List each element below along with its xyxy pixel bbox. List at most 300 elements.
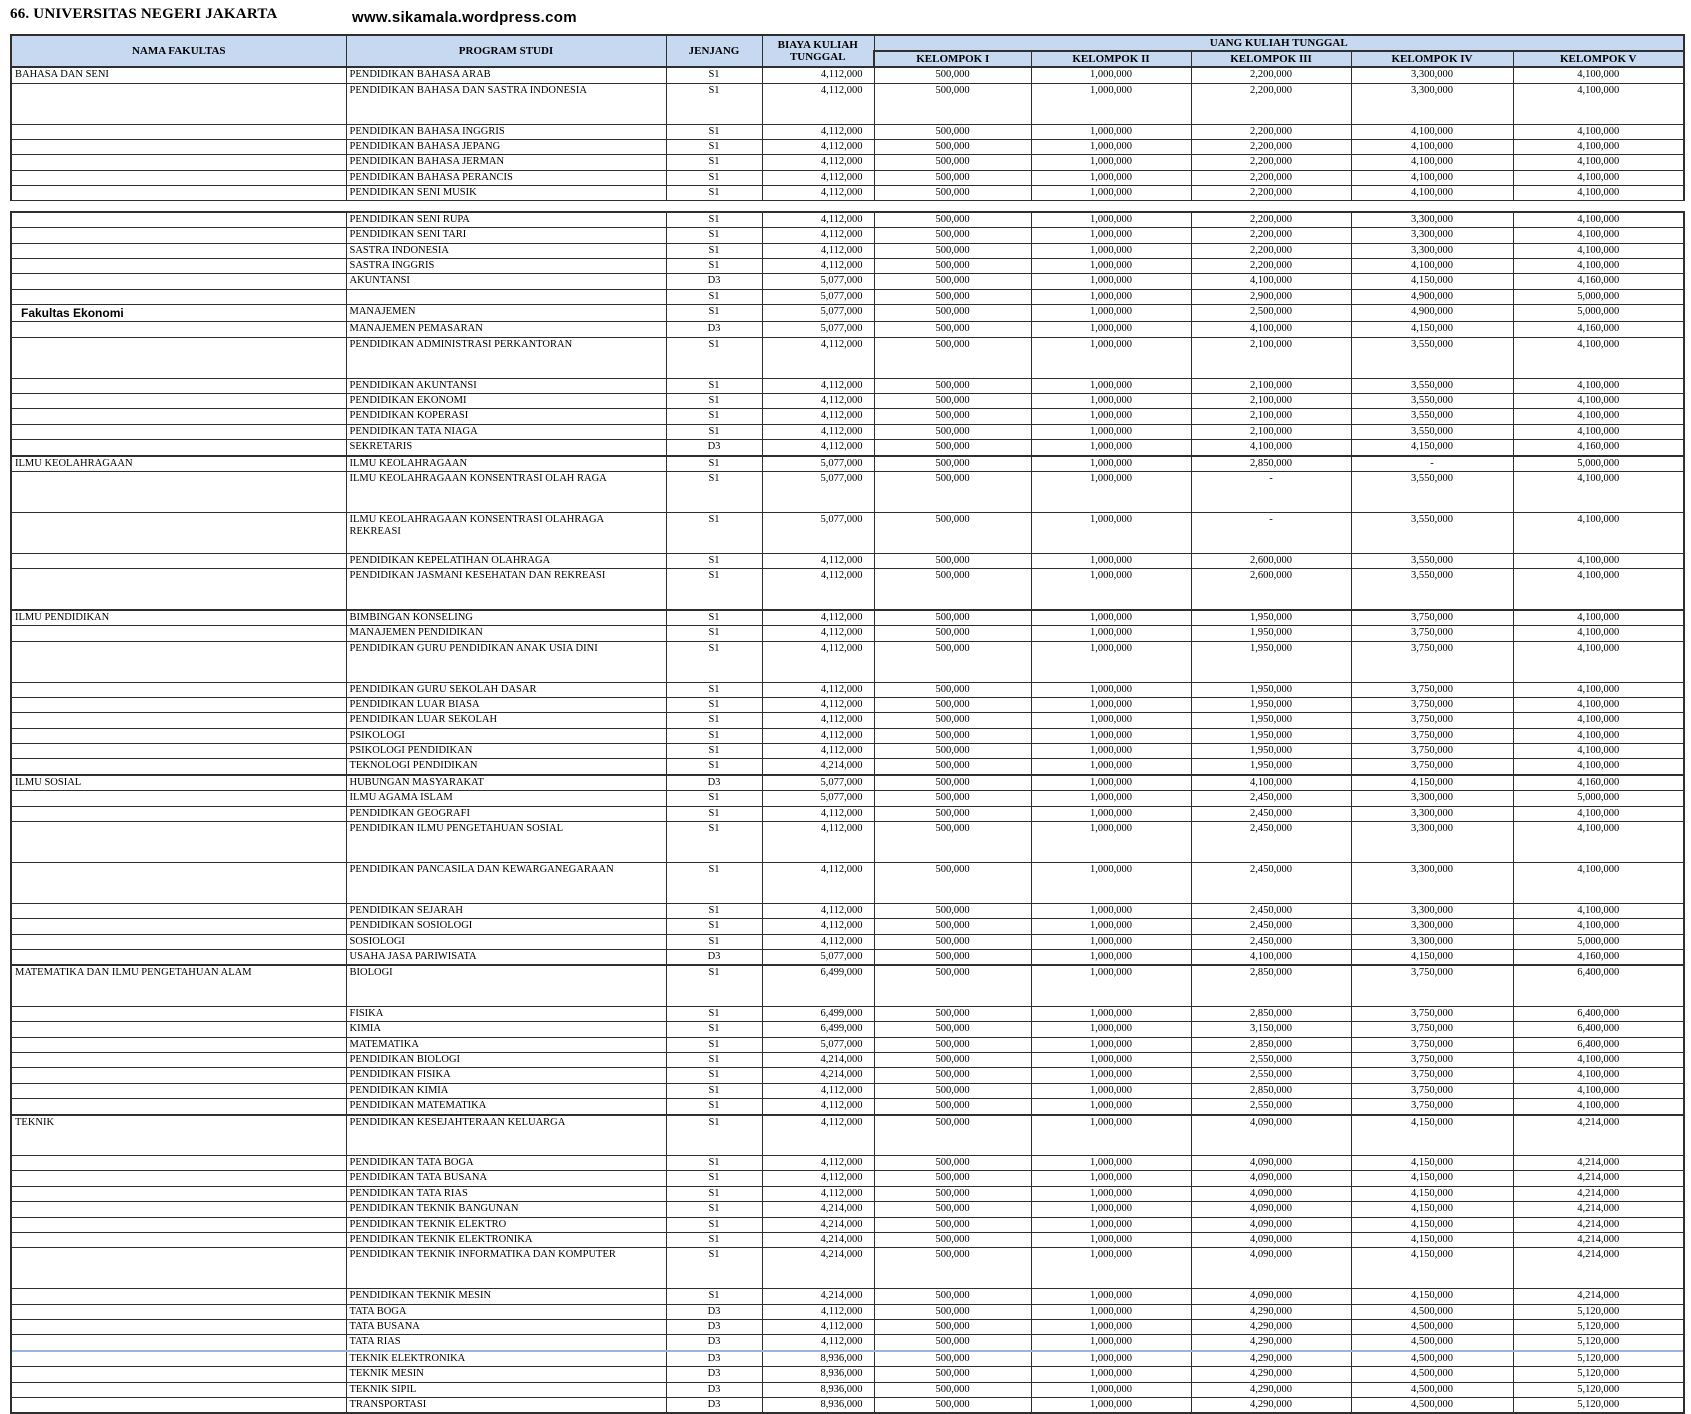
jenjang-cell: S1 <box>666 1068 762 1083</box>
jenjang-cell: S1 <box>666 1248 762 1289</box>
kelompok-2-cell: 1,000,000 <box>1031 1022 1191 1037</box>
program-cell: TRANSPORTASI <box>346 1397 666 1413</box>
kelompok-5-cell: 4,100,000 <box>1513 170 1684 185</box>
biaya-cell: 8,936,000 <box>762 1367 874 1382</box>
kelompok-1-cell: 500,000 <box>874 170 1031 185</box>
table-row <box>11 1217 1684 1232</box>
kelompok-4-cell: 3,300,000 <box>1351 919 1513 934</box>
tuition-fee-table <box>10 34 1685 1414</box>
kelompok-4-cell: 4,100,000 <box>1351 170 1513 185</box>
biaya-cell: 4,214,000 <box>762 1053 874 1068</box>
jenjang-cell: S1 <box>666 1171 762 1186</box>
kelompok-3-cell: 2,550,000 <box>1191 1099 1351 1115</box>
fakultas-cell <box>11 1022 346 1037</box>
jenjang-cell: S1 <box>666 1006 762 1021</box>
biaya-cell: 4,112,000 <box>762 337 874 378</box>
kelompok-4-cell: 3,550,000 <box>1351 337 1513 378</box>
kelompok-4-cell: 3,300,000 <box>1351 212 1513 228</box>
fakultas-cell <box>11 424 346 439</box>
kelompok-1-cell: 500,000 <box>874 1022 1031 1037</box>
kelompok-1-cell: 500,000 <box>874 759 1031 775</box>
program-cell: PENDIDIKAN ADMINISTRASI PERKANTORAN <box>346 337 666 378</box>
kelompok-5-cell: 4,100,000 <box>1513 728 1684 743</box>
kelompok-2-cell: 1,000,000 <box>1031 713 1191 728</box>
kelompok-1-cell: 500,000 <box>874 124 1031 139</box>
kelompok-2-cell: 1,000,000 <box>1031 259 1191 274</box>
kelompok-1-cell: 500,000 <box>874 641 1031 682</box>
program-cell: PENDIDIKAN FISIKA <box>346 1068 666 1083</box>
program-cell: PENDIDIKAN KOPERASI <box>346 409 666 424</box>
kelompok-5-cell: 4,100,000 <box>1513 259 1684 274</box>
kelompok-3-cell: 2,600,000 <box>1191 569 1351 610</box>
program-cell: PENDIDIKAN TEKNIK ELEKTRONIKA <box>346 1232 666 1247</box>
biaya-cell: 6,499,000 <box>762 965 874 1006</box>
kelompok-2-cell: 1,000,000 <box>1031 1068 1191 1083</box>
table-row <box>11 322 1684 337</box>
table-row <box>11 1248 1684 1289</box>
kelompok-2-cell: 1,000,000 <box>1031 775 1191 791</box>
table-row <box>11 512 1684 553</box>
program-cell: SASTRA INGGRIS <box>346 259 666 274</box>
jenjang-cell: S1 <box>666 1099 762 1115</box>
fakultas-cell <box>11 950 346 966</box>
fakultas-cell <box>11 228 346 243</box>
kelompok-4-cell: 3,550,000 <box>1351 553 1513 568</box>
biaya-cell: 4,112,000 <box>762 67 874 83</box>
kelompok-2-cell: 1,000,000 <box>1031 1037 1191 1052</box>
program-cell: PENDIDIKAN LUAR SEKOLAH <box>346 713 666 728</box>
kelompok-5-cell: 4,214,000 <box>1513 1217 1684 1232</box>
kelompok-2-cell: 1,000,000 <box>1031 965 1191 1006</box>
kelompok-2-cell: 1,000,000 <box>1031 950 1191 966</box>
kelompok-3-cell: 2,450,000 <box>1191 791 1351 806</box>
table-row <box>11 424 1684 439</box>
fakultas-cell <box>11 1186 346 1201</box>
jenjang-cell: S1 <box>666 697 762 712</box>
kelompok-5-cell: 4,100,000 <box>1513 697 1684 712</box>
table-row <box>11 1320 1684 1335</box>
kelompok-2-cell: 1,000,000 <box>1031 821 1191 862</box>
biaya-cell: 5,077,000 <box>762 775 874 791</box>
program-cell: PENDIDIKAN BAHASA JEPANG <box>346 139 666 154</box>
kelompok-1-cell: 500,000 <box>874 1367 1031 1382</box>
fakultas-cell <box>11 713 346 728</box>
kelompok-5-cell: 4,100,000 <box>1513 1068 1684 1083</box>
jenjang-cell: S1 <box>666 1289 762 1304</box>
biaya-cell: 4,214,000 <box>762 1217 874 1232</box>
fakultas-cell <box>11 553 346 568</box>
kelompok-4-cell: 3,550,000 <box>1351 424 1513 439</box>
kelompok-1-cell: 500,000 <box>874 424 1031 439</box>
kelompok-3-cell: 2,450,000 <box>1191 862 1351 903</box>
table-row <box>11 170 1684 185</box>
kelompok-5-cell: 5,120,000 <box>1513 1382 1684 1397</box>
kelompok-2-cell: 1,000,000 <box>1031 1248 1191 1289</box>
jenjang-cell: S1 <box>666 1232 762 1247</box>
fakultas-cell: ILMU PENDIDIKAN <box>11 610 346 626</box>
program-cell: PENDIDIKAN KEPELATIHAN OLAHRAGA <box>346 553 666 568</box>
kelompok-3-cell: 1,950,000 <box>1191 759 1351 775</box>
kelompok-1-cell: 500,000 <box>874 305 1031 322</box>
kelompok-2-cell: 1,000,000 <box>1031 337 1191 378</box>
kelompok-1-cell: 500,000 <box>874 1335 1031 1351</box>
kelompok-1-cell: 500,000 <box>874 228 1031 243</box>
fakultas-cell <box>11 259 346 274</box>
kelompok-1-cell: 500,000 <box>874 289 1031 304</box>
jenjang-cell: S1 <box>666 641 762 682</box>
program-cell: PENDIDIKAN SEJARAH <box>346 903 666 918</box>
fakultas-cell <box>11 155 346 170</box>
table-row <box>11 569 1684 610</box>
program-cell: MANAJEMEN <box>346 305 666 322</box>
table-row <box>11 212 1684 228</box>
biaya-cell: 4,112,000 <box>762 1335 874 1351</box>
table-row <box>11 471 1684 512</box>
fakultas-cell <box>11 919 346 934</box>
kelompok-3-cell: 2,550,000 <box>1191 1053 1351 1068</box>
kelompok-4-cell: 3,750,000 <box>1351 1068 1513 1083</box>
fakultas-cell <box>11 170 346 185</box>
fakultas-cell <box>11 1202 346 1217</box>
kelompok-4-cell: 4,900,000 <box>1351 289 1513 304</box>
program-cell: BIOLOGI <box>346 965 666 1006</box>
fakultas-cell <box>11 394 346 409</box>
table-row <box>11 950 1684 966</box>
table-row <box>11 791 1684 806</box>
table-row <box>11 1382 1684 1397</box>
biaya-cell: 4,112,000 <box>762 1115 874 1156</box>
kelompok-2-cell: 1,000,000 <box>1031 440 1191 456</box>
program-cell: PENDIDIKAN TATA RIAS <box>346 1186 666 1201</box>
jenjang-cell: S1 <box>666 553 762 568</box>
jenjang-cell: S1 <box>666 1156 762 1171</box>
kelompok-4-cell: 4,150,000 <box>1351 322 1513 337</box>
kelompok-3-cell: 2,100,000 <box>1191 424 1351 439</box>
program-cell: ILMU AGAMA ISLAM <box>346 791 666 806</box>
program-cell: PENDIDIKAN BAHASA JERMAN <box>346 155 666 170</box>
kelompok-3-cell: 4,090,000 <box>1191 1289 1351 1304</box>
kelompok-2-cell: 1,000,000 <box>1031 1099 1191 1115</box>
kelompok-1-cell: 500,000 <box>874 1068 1031 1083</box>
kelompok-3-cell: 1,950,000 <box>1191 728 1351 743</box>
jenjang-cell: S1 <box>666 394 762 409</box>
kelompok-2-cell: 1,000,000 <box>1031 456 1191 472</box>
table-row <box>11 759 1684 775</box>
jenjang-cell: S1 <box>666 934 762 949</box>
fakultas-cell: ILMU KEOLAHRAGAAN <box>11 456 346 472</box>
header-nama-fakultas: NAMA FAKULTAS <box>11 35 346 67</box>
jenjang-cell: S1 <box>666 155 762 170</box>
biaya-cell: 5,077,000 <box>762 289 874 304</box>
kelompok-5-cell: 4,100,000 <box>1513 212 1684 228</box>
kelompok-4-cell: 3,750,000 <box>1351 1083 1513 1098</box>
program-cell: PENDIDIKAN SOSIOLOGI <box>346 919 666 934</box>
kelompok-5-cell: 4,100,000 <box>1513 744 1684 759</box>
kelompok-1-cell: 500,000 <box>874 1304 1031 1319</box>
biaya-cell: 4,112,000 <box>762 919 874 934</box>
kelompok-4-cell: 3,300,000 <box>1351 791 1513 806</box>
table-row <box>11 1068 1684 1083</box>
kelompok-5-cell: 4,100,000 <box>1513 512 1684 553</box>
fakultas-cell <box>11 1099 346 1115</box>
kelompok-3-cell: 4,100,000 <box>1191 322 1351 337</box>
kelompok-4-cell: 3,750,000 <box>1351 641 1513 682</box>
program-cell: MANAJEMEN PEMASARAN <box>346 322 666 337</box>
kelompok-2-cell: 1,000,000 <box>1031 289 1191 304</box>
kelompok-5-cell: 4,100,000 <box>1513 155 1684 170</box>
program-cell: PENDIDIKAN TEKNIK MESIN <box>346 1289 666 1304</box>
kelompok-3-cell: 2,450,000 <box>1191 919 1351 934</box>
fakultas-cell: MATEMATIKA DAN ILMU PENGETAHUAN ALAM <box>11 965 346 1006</box>
kelompok-3-cell: 4,090,000 <box>1191 1171 1351 1186</box>
kelompok-1-cell: 500,000 <box>874 1382 1031 1397</box>
program-cell: ILMU KEOLAHRAGAAN <box>346 456 666 472</box>
table-row <box>11 641 1684 682</box>
table-row <box>11 186 1684 201</box>
kelompok-1-cell: 500,000 <box>874 1289 1031 1304</box>
kelompok-5-cell: 4,100,000 <box>1513 243 1684 258</box>
kelompok-2-cell: 1,000,000 <box>1031 1083 1191 1098</box>
table-row <box>11 274 1684 289</box>
program-cell: BIMBINGAN KONSELING <box>346 610 666 626</box>
kelompok-5-cell: 4,100,000 <box>1513 409 1684 424</box>
table-row <box>11 806 1684 821</box>
fakultas-cell <box>11 903 346 918</box>
table-row <box>11 1006 1684 1021</box>
kelompok-2-cell: 1,000,000 <box>1031 243 1191 258</box>
kelompok-2-cell: 1,000,000 <box>1031 697 1191 712</box>
jenjang-cell: S1 <box>666 512 762 553</box>
jenjang-cell: S1 <box>666 806 762 821</box>
kelompok-5-cell: 4,100,000 <box>1513 821 1684 862</box>
biaya-cell: 4,112,000 <box>762 697 874 712</box>
kelompok-3-cell: 4,090,000 <box>1191 1217 1351 1232</box>
biaya-cell: 4,112,000 <box>762 641 874 682</box>
jenjang-cell: S1 <box>666 170 762 185</box>
kelompok-4-cell: - <box>1351 456 1513 472</box>
kelompok-1-cell: 500,000 <box>874 259 1031 274</box>
kelompok-2-cell: 1,000,000 <box>1031 1367 1191 1382</box>
biaya-cell: 5,077,000 <box>762 456 874 472</box>
kelompok-4-cell: 3,300,000 <box>1351 862 1513 903</box>
kelompok-2-cell: 1,000,000 <box>1031 1232 1191 1247</box>
table-row <box>11 440 1684 456</box>
program-cell: PSIKOLOGI <box>346 728 666 743</box>
biaya-cell: 4,112,000 <box>762 1156 874 1171</box>
kelompok-2-cell: 1,000,000 <box>1031 1397 1191 1413</box>
program-cell: PENDIDIKAN TATA NIAGA <box>346 424 666 439</box>
kelompok-5-cell: 4,100,000 <box>1513 67 1684 83</box>
kelompok-1-cell: 500,000 <box>874 1099 1031 1115</box>
kelompok-4-cell: 3,750,000 <box>1351 1099 1513 1115</box>
program-cell: PENDIDIKAN SENI RUPA <box>346 212 666 228</box>
kelompok-5-cell: 5,120,000 <box>1513 1397 1684 1413</box>
kelompok-5-cell: 4,100,000 <box>1513 1053 1684 1068</box>
fakultas-cell <box>11 1083 346 1098</box>
kelompok-3-cell: 2,100,000 <box>1191 409 1351 424</box>
jenjang-cell: D3 <box>666 1397 762 1413</box>
kelompok-2-cell: 1,000,000 <box>1031 228 1191 243</box>
jenjang-cell: S1 <box>666 259 762 274</box>
kelompok-4-cell: 3,750,000 <box>1351 697 1513 712</box>
kelompok-3-cell: 2,200,000 <box>1191 83 1351 124</box>
kelompok-4-cell: 3,750,000 <box>1351 682 1513 697</box>
fakultas-cell <box>11 806 346 821</box>
kelompok-5-cell: 4,214,000 <box>1513 1289 1684 1304</box>
kelompok-4-cell: 3,750,000 <box>1351 744 1513 759</box>
kelompok-5-cell: 5,000,000 <box>1513 456 1684 472</box>
kelompok-3-cell: 2,200,000 <box>1191 212 1351 228</box>
biaya-cell: 4,112,000 <box>762 155 874 170</box>
table-row <box>11 1367 1684 1382</box>
kelompok-4-cell: 3,750,000 <box>1351 610 1513 626</box>
kelompok-1-cell: 500,000 <box>874 1037 1031 1052</box>
kelompok-1-cell: 500,000 <box>874 83 1031 124</box>
kelompok-2-cell: 1,000,000 <box>1031 378 1191 393</box>
table-row <box>11 1037 1684 1052</box>
kelompok-3-cell: 1,950,000 <box>1191 744 1351 759</box>
kelompok-3-cell: - <box>1191 512 1351 553</box>
fakultas-cell <box>11 1304 346 1319</box>
kelompok-4-cell: 4,500,000 <box>1351 1304 1513 1319</box>
kelompok-5-cell: 4,100,000 <box>1513 610 1684 626</box>
biaya-cell: 5,077,000 <box>762 1037 874 1052</box>
biaya-cell: 4,214,000 <box>762 1068 874 1083</box>
biaya-cell: 4,112,000 <box>762 409 874 424</box>
biaya-cell: 5,077,000 <box>762 305 874 322</box>
jenjang-cell: D3 <box>666 950 762 966</box>
kelompok-4-cell: 4,900,000 <box>1351 305 1513 322</box>
fakultas-cell <box>11 1367 346 1382</box>
jenjang-cell: S1 <box>666 67 762 83</box>
kelompok-1-cell: 500,000 <box>874 322 1031 337</box>
program-cell: TEKNIK SIPIL <box>346 1382 666 1397</box>
kelompok-5-cell: 5,120,000 <box>1513 1335 1684 1351</box>
kelompok-5-cell: 4,100,000 <box>1513 903 1684 918</box>
fakultas-cell <box>11 378 346 393</box>
biaya-cell: 4,214,000 <box>762 759 874 775</box>
kelompok-4-cell: 4,150,000 <box>1351 1217 1513 1232</box>
program-cell: TATA RIAS <box>346 1335 666 1351</box>
kelompok-4-cell: 4,150,000 <box>1351 1289 1513 1304</box>
fakultas-cell <box>11 626 346 641</box>
fakultas-cell <box>11 934 346 949</box>
program-cell: PENDIDIKAN BAHASA PERANCIS <box>346 170 666 185</box>
program-cell: MANAJEMEN PENDIDIKAN <box>346 626 666 641</box>
kelompok-5-cell: 5,000,000 <box>1513 791 1684 806</box>
fakultas-cell <box>11 641 346 682</box>
kelompok-1-cell: 500,000 <box>874 744 1031 759</box>
table-row <box>11 378 1684 393</box>
table-row <box>11 1351 1684 1367</box>
kelompok-1-cell: 500,000 <box>874 728 1031 743</box>
fakultas-cell: TEKNIK <box>11 1115 346 1156</box>
kelompok-3-cell: - <box>1191 471 1351 512</box>
fakultas-cell <box>11 289 346 304</box>
kelompok-3-cell: 4,290,000 <box>1191 1367 1351 1382</box>
kelompok-3-cell: 2,450,000 <box>1191 903 1351 918</box>
header-jenjang: JENJANG <box>666 35 762 67</box>
fakultas-cell <box>11 212 346 228</box>
kelompok-5-cell: 4,214,000 <box>1513 1186 1684 1201</box>
kelompok-1-cell: 500,000 <box>874 378 1031 393</box>
kelompok-5-cell: 4,160,000 <box>1513 322 1684 337</box>
kelompok-2-cell: 1,000,000 <box>1031 471 1191 512</box>
table-row <box>11 1099 1684 1115</box>
jenjang-cell: S1 <box>666 243 762 258</box>
kelompok-2-cell: 1,000,000 <box>1031 1320 1191 1335</box>
program-cell: TEKNIK ELEKTRONIKA <box>346 1351 666 1367</box>
kelompok-2-cell: 1,000,000 <box>1031 83 1191 124</box>
kelompok-2-cell: 1,000,000 <box>1031 139 1191 154</box>
table-row <box>11 243 1684 258</box>
jenjang-cell: S1 <box>666 713 762 728</box>
fakultas-cell <box>11 322 346 337</box>
kelompok-1-cell: 500,000 <box>874 1083 1031 1098</box>
kelompok-1-cell: 500,000 <box>874 713 1031 728</box>
jenjang-cell: S1 <box>666 919 762 934</box>
kelompok-5-cell: 4,160,000 <box>1513 950 1684 966</box>
kelompok-2-cell: 1,000,000 <box>1031 1217 1191 1232</box>
table-row <box>11 1022 1684 1037</box>
table-row <box>11 744 1684 759</box>
kelompok-1-cell: 500,000 <box>874 1053 1031 1068</box>
kelompok-2-cell: 1,000,000 <box>1031 1289 1191 1304</box>
kelompok-2-cell: 1,000,000 <box>1031 641 1191 682</box>
kelompok-1-cell: 500,000 <box>874 1320 1031 1335</box>
kelompok-4-cell: 4,150,000 <box>1351 274 1513 289</box>
table-row <box>11 713 1684 728</box>
kelompok-1-cell: 500,000 <box>874 186 1031 201</box>
fakultas-cell <box>11 682 346 697</box>
kelompok-1-cell: 500,000 <box>874 1217 1031 1232</box>
jenjang-cell: S1 <box>666 1217 762 1232</box>
kelompok-3-cell: 2,550,000 <box>1191 1068 1351 1083</box>
program-cell: SASTRA INDONESIA <box>346 243 666 258</box>
kelompok-3-cell: 2,850,000 <box>1191 1037 1351 1052</box>
fakultas-cell <box>11 1068 346 1083</box>
table-row <box>11 124 1684 139</box>
kelompok-4-cell: 3,750,000 <box>1351 1037 1513 1052</box>
kelompok-5-cell: 5,000,000 <box>1513 289 1684 304</box>
program-cell: PENDIDIKAN BAHASA ARAB <box>346 67 666 83</box>
kelompok-3-cell: 4,090,000 <box>1191 1186 1351 1201</box>
kelompok-1-cell: 500,000 <box>874 274 1031 289</box>
jenjang-cell: S1 <box>666 569 762 610</box>
kelompok-3-cell: 1,950,000 <box>1191 682 1351 697</box>
program-cell: PENDIDIKAN GEOGRAFI <box>346 806 666 821</box>
kelompok-3-cell: 2,100,000 <box>1191 378 1351 393</box>
kelompok-3-cell: 2,200,000 <box>1191 228 1351 243</box>
biaya-cell: 4,214,000 <box>762 1232 874 1247</box>
kelompok-4-cell: 4,500,000 <box>1351 1320 1513 1335</box>
kelompok-5-cell: 4,100,000 <box>1513 83 1684 124</box>
biaya-cell: 6,499,000 <box>762 1006 874 1021</box>
table-row <box>11 919 1684 934</box>
kelompok-1-cell: 500,000 <box>874 440 1031 456</box>
biaya-cell: 8,936,000 <box>762 1397 874 1413</box>
kelompok-5-cell: 4,100,000 <box>1513 553 1684 568</box>
table-row <box>11 610 1684 626</box>
program-cell: PENDIDIKAN SENI MUSIK <box>346 186 666 201</box>
kelompok-2-cell: 1,000,000 <box>1031 124 1191 139</box>
biaya-cell: 4,112,000 <box>762 394 874 409</box>
kelompok-4-cell: 3,750,000 <box>1351 1022 1513 1037</box>
table-row <box>11 1304 1684 1319</box>
jenjang-cell: S1 <box>666 305 762 322</box>
biaya-cell: 4,112,000 <box>762 1099 874 1115</box>
kelompok-5-cell: 4,100,000 <box>1513 862 1684 903</box>
